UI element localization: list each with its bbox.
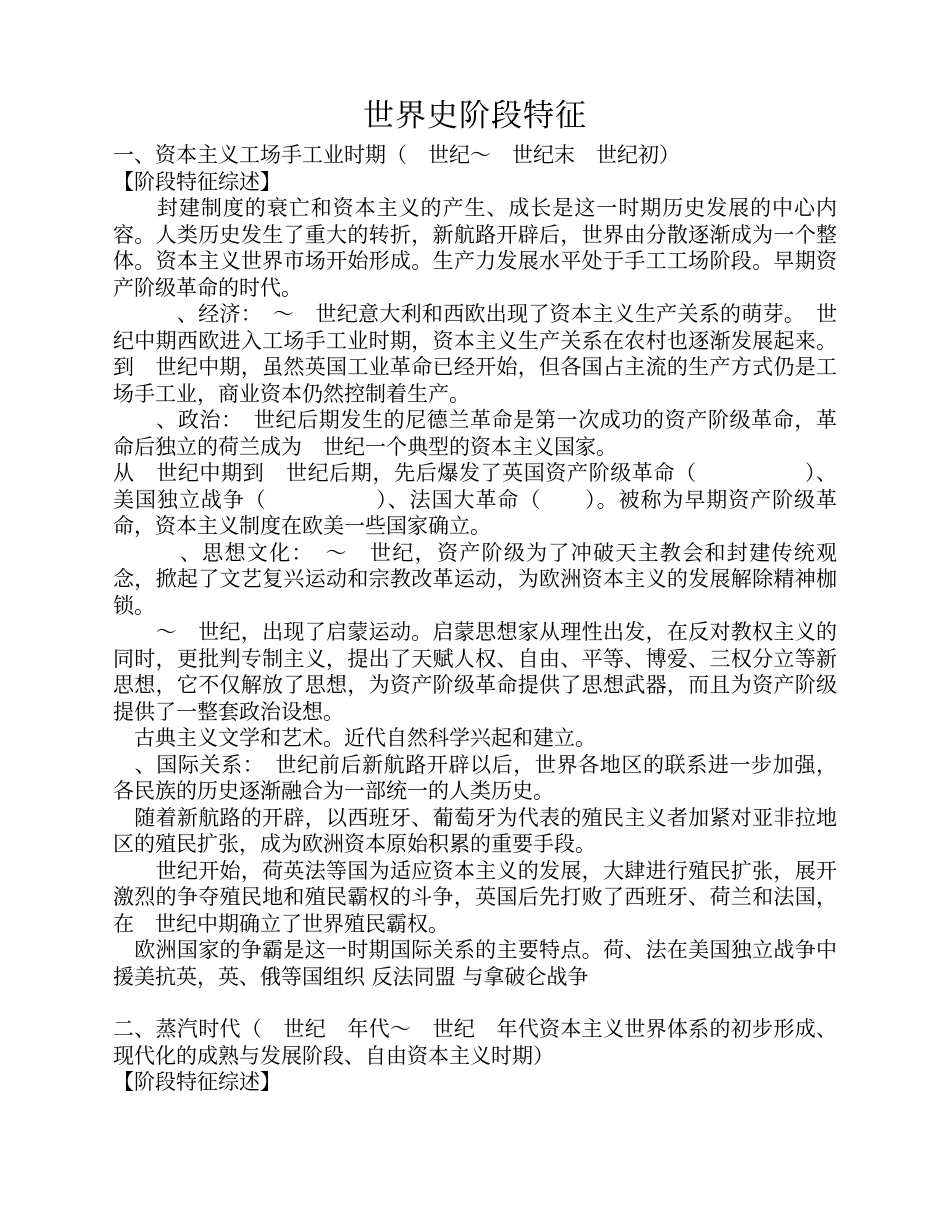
paragraph-revolutions: 从 世纪中期到 世纪后期，先后爆发了英国资产阶级革命（ ）、美国独立战争（ ）、法国大革命（ ）。被称为早期资产阶级革命，资本主义制度在欧美一些国家确立。 [113, 461, 837, 538]
paragraph-colonial: 随着新航路的开辟，以西班牙、葡萄牙为代表的殖民主义者加紧对亚非拉地区的殖民扩张，成为欧洲资本原始积累的重要手段。 [113, 805, 837, 856]
paragraph-hegemony: 世纪开始，荷英法等国为适应资本主义的发展，大肆进行殖民扩张，展开激烈的争夺殖民地和殖民霸权的斗争，英国后先打败了西班牙、荷兰和法国，在 世纪中期确立了世界殖民霸权。 [113, 858, 837, 936]
paragraph-international: 、国际关系： 世纪前后新航路开辟以后，世界各地区的联系进一步加强，各民族的历史逐渐融合为一部统一的人类历史。 [113, 752, 837, 803]
page-title: 世界史阶段特征 [363, 98, 587, 134]
paragraph-politics: 、政治： 世纪后期发生的尼德兰革命是第一次成功的资产阶级革命，革命后独立的荷兰成为 世纪一个典型的资本主义国家。 [113, 408, 837, 459]
paragraph-economy: 、经济： ～ 世纪意大利和西欧出现了资本主义生产关系的萌芽。 世纪中期西欧进入工场手工业时期，资本主义生产关系在农村也逐渐发展起来。到 世纪中期，虽然英国工业革命已经开始，但各国占主流的生产方式仍是工场手工业，商业资本仍然控制着生产。 [113, 302, 837, 406]
paragraph-culture: 、思想文化： ～ 世纪，资产阶级为了冲破天主教会和封建传统观念，掀起了文艺复兴运动和宗教改革运动，为欧洲资本主义的发展解除精神枷锁。 [113, 540, 837, 618]
section-heading-2: 二、蒸汽时代（ 世纪 年代～ 世纪 年代资本主义世界体系的初步形成、现代化的成熟与发展阶段、自由资本主义时期） [113, 1017, 837, 1068]
paragraph-enlightenment: ～ 世纪，出现了启蒙运动。启蒙思想家从理性出发，在反对教权主义的同时，更批判专制主义，提出了天赋人权、自由、平等、博爱、三权分立等新思想，它不仅解放了思想，为资产阶级革命提供了思想武器，而且为资产阶级提供了一整套政治设想。 [113, 620, 837, 724]
blank-line [113, 990, 837, 1016]
paragraph-classicism: 古典主义文学和艺术。近代自然科学兴起和建立。 [113, 726, 596, 750]
paragraph-rivalry: 欧洲国家的争霸是这一时期国际关系的主要特点。荷、法在美国独立战争中援美抗英，英、俄等国组织 反法同盟 与拿破仑战争 [113, 938, 837, 989]
section-label-2: 【阶段特征综述】 [113, 1070, 281, 1094]
document-body [113, 142, 837, 1096]
section-heading-1: 一、资本主义工场手工业时期（ 世纪～ 世纪末 世纪初） [113, 143, 680, 167]
section-label-1: 【阶段特征综述】 [113, 169, 281, 194]
paragraph-overview: 封建制度的衰亡和资本主义的产生、成长是这一时期历史发展的中心内容。人类历史发生了重大的转折，新航路开辟后，世界由分散逐渐成为一个整体。资本主义世界市场开始形成。生产力发展水平处于手工工场阶段。早期资产阶级革命的时代。 [113, 196, 837, 300]
